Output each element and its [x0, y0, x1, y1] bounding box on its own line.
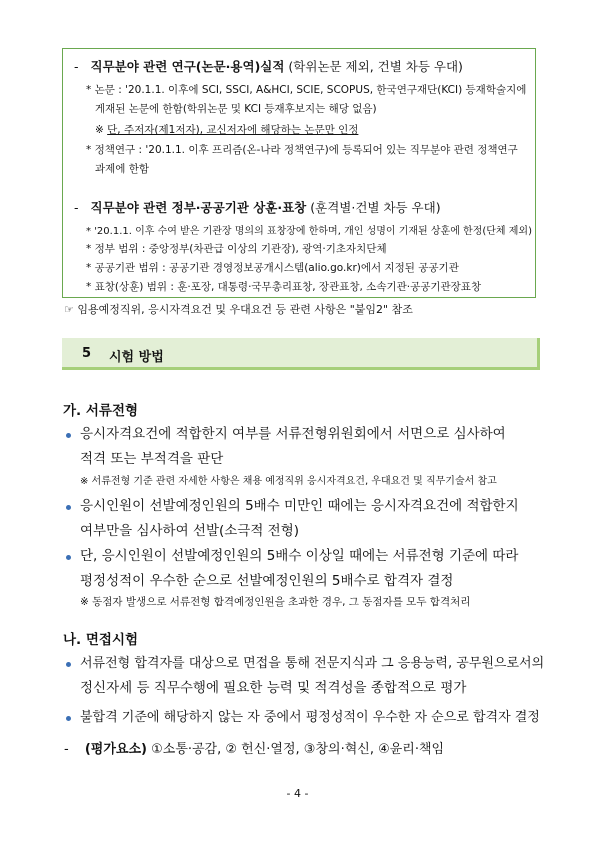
- bullet-text: 서류전형 합격자를 대상으로 면접을 통해 전문지식과 그 응용능력, 공무원으로서의: [80, 656, 545, 671]
- page-number: - 4 -: [286, 787, 309, 800]
- bullet-icon: [66, 555, 71, 560]
- award-note-text: '20.1.1. 이후 수여 받은 기관장 명의의 표창장에 한하며, 개인 성명이 기재된 상훈에 한정(단체 제외): [94, 226, 532, 237]
- bullet-text: 응시자격요건에 적합한지 여부를 서류전형위원회에서 서면으로 심사하여: [80, 426, 506, 442]
- bullet-text: 응시인원이 선발예정인원의 5배수 미만인 때에는 응시자격요건에 적합한지: [80, 498, 519, 514]
- dash-marker: -: [64, 742, 69, 757]
- asterisk-mark: *: [86, 144, 92, 156]
- award-suffix: (훈격별·건별 차등 우대): [306, 200, 441, 215]
- section-header: [62, 338, 540, 370]
- bullet-text: 평정성적이 우수한 순으로 선발예정인원의 5배수로 합격자 결정: [80, 573, 454, 589]
- award-note-text: 표창(상훈) 범위 : 훈·포장, 대통령·국무총리표창, 장관표창, 소속기관·공공기관장표창: [94, 281, 482, 293]
- bullet-icon: [66, 433, 71, 438]
- research-item: [74, 57, 463, 75]
- bullet-text: 불합격 기준에 해당하지 않는 자 중에서 평정성적이 우수한 자 순으로 합격자 결정: [80, 710, 540, 725]
- award-note: * 정부 범위 : 중앙정부(차관급 이상의 기관장), 광역·기초자치단체: [86, 243, 387, 255]
- footnote: ※ 서류전형 기준 관련 자세한 사항은 채용 예정직위 응시자격요건, 우대요건 및 직무기술서 참고: [80, 476, 497, 487]
- subsection-heading: 가. 서류전형: [63, 403, 139, 419]
- award-note-text: 공공기관 범위 : 공공기관 경영정보공개시스템(alio.go.kr)에서 지정된 공공기관: [94, 262, 459, 274]
- note-policy: [86, 141, 518, 179]
- reference-mark: ※: [95, 124, 104, 136]
- section-number: 5: [82, 346, 92, 361]
- section-title: 시험 방법: [109, 350, 164, 365]
- note-paper-line1: 논문 : '20.1.1. 이후에 SCI, SSCI, A&HCI, SCIE, SCOPUS, 한국연구재단(KCI) 등재학술지에: [94, 84, 527, 96]
- bullet-text: 여부만을 심사하여 선발(소극적 전형): [80, 523, 300, 539]
- award-note: * 공공기관 범위 : 공공기관 경영정보공개시스템(alio.go.kr)에서 지정된 공공기관: [86, 262, 459, 274]
- footnote: ※ 동점자 발생으로 서류전형 합격예정인원을 초과한 경우, 그 동점자를 모두 합격처리: [80, 596, 471, 608]
- note-author: [95, 121, 358, 140]
- dash-marker: -: [74, 59, 79, 74]
- evaluation-label: (평가요소): [84, 742, 147, 757]
- research-suffix: (학위논문 제외, 건별 차등 우대): [284, 59, 463, 74]
- note-policy-line1: 정책연구 : '20.1.1. 이후 프리즘(온-나라 정책연구)에 등록되어 있는 직무분야 관련 정책연구: [94, 144, 518, 156]
- bullet-text: 적격 또는 부적격을 판단: [80, 451, 224, 467]
- bullet-icon: [66, 505, 71, 510]
- bullet-icon: [66, 716, 71, 721]
- research-heading: 직무분야 관련 연구(논문·용역)실적: [90, 59, 285, 74]
- note-paper: [86, 81, 526, 119]
- asterisk-mark: *: [86, 84, 92, 96]
- bullet-icon: [66, 662, 71, 667]
- dash-marker: -: [74, 200, 79, 215]
- note-author-text: 단, 주저자(제1저자), 교신저자에 해당하는 논문만 인정: [107, 124, 359, 136]
- note-paper-line2: 게재된 논문에 한함(학위논문 및 KCI 등재후보지는 해당 없음): [95, 103, 377, 115]
- award-note: * 표창(상훈) 범위 : 훈·포장, 대통령·국무총리표창, 장관표창, 소속기관·공공기관장표창: [86, 281, 482, 293]
- award-heading: 직무분야 관련 정부·공공기관 상훈·표창: [90, 200, 307, 215]
- award-note: * '20.1.1. 이후 수여 받은 기관장 명의의 표창장에 한하며, 개인 성명이 기재된 상훈에 한정(단체 제외): [86, 226, 532, 237]
- evaluation-criteria: [64, 738, 444, 757]
- award-note-text: 정부 범위 : 중앙정부(차관급 이상의 기관장), 광역·기초자치단체: [94, 243, 387, 255]
- subsection-heading: 나. 면접시험: [63, 632, 139, 648]
- bullet-text: 단, 응시인원이 선발예정인원의 5배수 이상일 때에는 서류전형 기준에 따라: [80, 548, 519, 564]
- award-item: [74, 198, 441, 216]
- evaluation-items: ①소통·공감, ② 헌신·열정, ③창의·혁신, ④윤리·책임: [146, 742, 445, 757]
- note-policy-line2: 과제에 한함: [95, 163, 150, 175]
- bullet-text: 정신자세 등 직무수행에 필요한 능력 및 적격성을 종합적으로 평가: [80, 680, 467, 696]
- appendix-reference: ☞ 임용예정직위, 응시자격요건 및 우대요건 등 관련 사항은 "붙임2" 참조: [64, 303, 413, 316]
